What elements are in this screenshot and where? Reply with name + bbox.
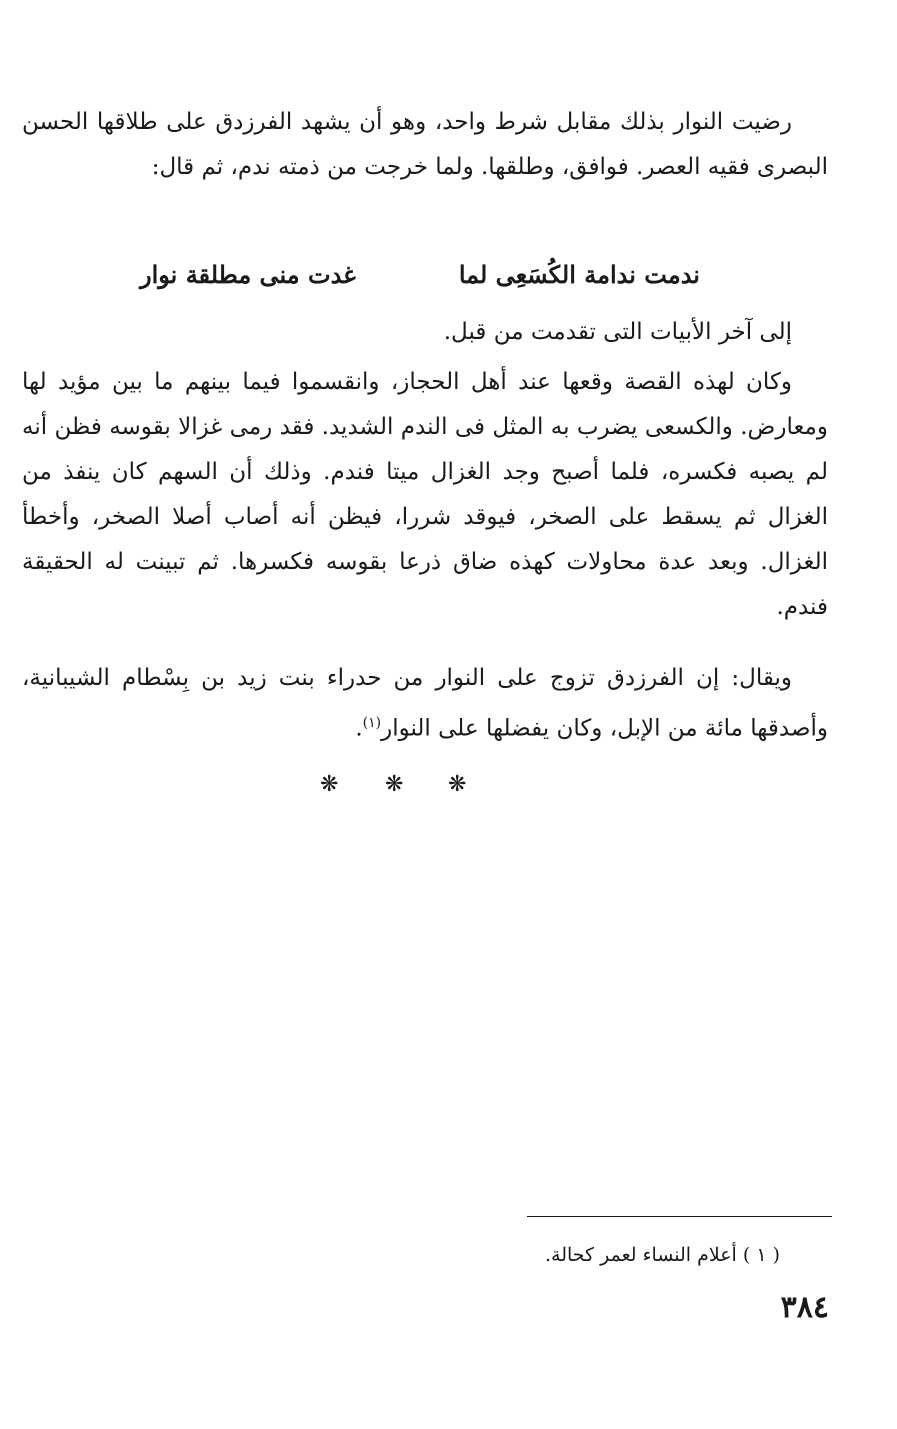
- footnote-divider: [527, 1216, 832, 1217]
- paragraph-4: [22, 656, 828, 752]
- footnote: ( ١ ) أعلام النساء لعمر كحالة.: [544, 1244, 780, 1266]
- paragraph-4-text: ويقال: إن الفرزدق تزوج على النوار من حدراء بنت زيد بن بِسْطام الشيبانية، وأصدقها مائة من الإبل، وكان يفضلها على النوار: [22, 665, 828, 742]
- separator-star-icon: ❋: [385, 772, 404, 797]
- paragraph-1: رضيت النوار بذلك مقابل شرط واحد، وهو أن يشهد الفرزدق على طلاقها الحسن البصرى فقيه العصر. فوافق، وطلقها. ولما خرجت من ذمته ندم، ثم قال:: [22, 109, 828, 180]
- separator-star-icon: ❋: [448, 772, 467, 797]
- page-number: ٣٨٤: [780, 1290, 829, 1325]
- verse-first-hemistich: ندمت ندامة الكُسَعِى لما: [458, 260, 700, 289]
- separator-star-icon: ❋: [320, 772, 339, 797]
- section-separator: [300, 770, 500, 800]
- verse-second-hemistich: غدت منى مطلقة نوار: [140, 260, 356, 289]
- paragraph-3: وكان لهذه القصة وقعها عند أهل الحجاز، وانقسموا فيما بينهم ما بين مؤيد لها ومعارض. والكسعى يضرب به المثل فى الندم الشديد. فقد رمى غزالا بقوسه فظن أنه لم يصبه فكسره، فلما أصبح وجد الغزال ميتا فندم. وذلك أن السهم كان ينفذ من الغزال ثم يسقط على الصخر، فيوقد شررا، فيظن أنه أصاب أصلا الصخر، وأخطأ الغزال. وبعد عدة محاولات كهذه ضاق ذرعا بقوسه فكسرها. ثم تبينت له الحقيقة فندم.: [22, 369, 828, 620]
- poem-verse: [140, 252, 700, 297]
- paragraph-4-end: .: [355, 715, 363, 742]
- footnote-reference: (١): [362, 715, 382, 731]
- paragraph-2: إلى آخر الأبيات التى تقدمت من قبل.: [443, 319, 792, 345]
